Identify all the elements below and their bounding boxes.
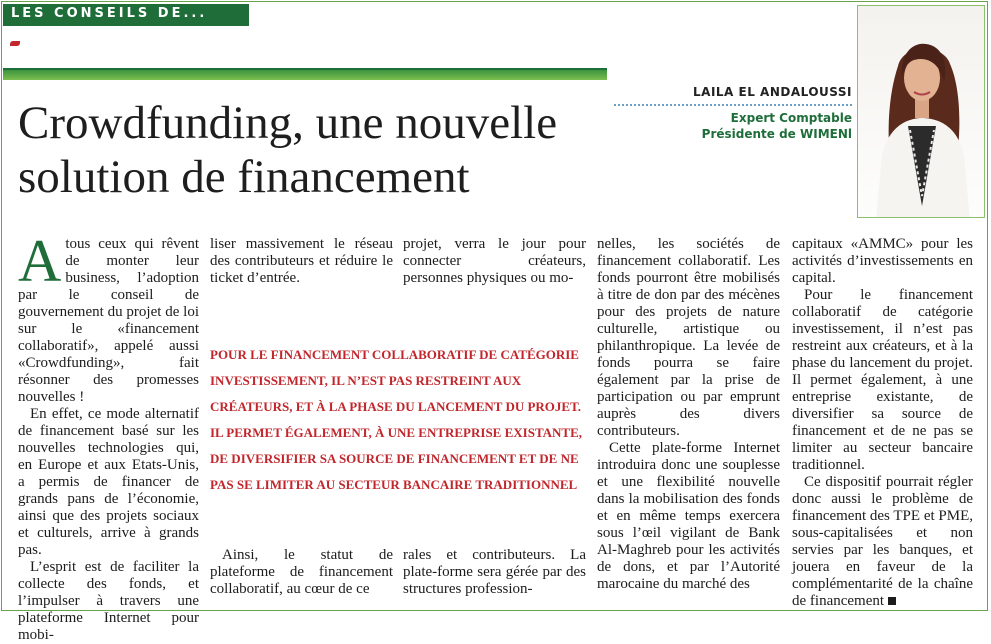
author-role-line-1: Expert Comptable bbox=[730, 111, 852, 125]
article-paragraph: capitaux «AMMC» pour les activités d’investissements en capital. bbox=[792, 236, 973, 286]
pull-quote-line: INVESTISSEMENT, IL N’EST PAS RESTREINT AUX bbox=[210, 373, 522, 388]
red-dash-icon bbox=[10, 41, 20, 46]
pull-quote-line: POUR LE FINANCEMENT COLLABORATIF DE CATÉGORIE bbox=[210, 347, 579, 362]
article-column-2-top bbox=[210, 236, 393, 287]
section-underline bbox=[3, 24, 249, 26]
paragraph-text: tous ceux qui rêvent de monter leur business, l’adoption par le conseil de gouvernement du projet de loi sur le «financement collaboratif», appelé aussi «Crowdfunding», fait résonner des promesses nouvelles ! bbox=[18, 236, 199, 405]
article-paragraph: Cette plate-forme Internet introduira donc une souplesse et une flexibilité nouvelle dans la mobilisation des fonds et en même temps exercera sous l’œil vigilant de Bank Al-Maghreb pour les activités de dons, et par l’Autorité marocaine du marché des bbox=[597, 440, 780, 592]
pull-quote-line: IL PERMET ÉGALEMENT, À UNE ENTREPRISE EXISTANTE, bbox=[210, 425, 583, 440]
drop-cap: A bbox=[18, 228, 62, 294]
article-paragraph: liser massivement le réseau des contributeurs et réduire le ticket d’entrée. bbox=[210, 236, 393, 286]
headline-line-1: Crowdfunding, une nouvelle bbox=[18, 97, 558, 149]
headline bbox=[18, 96, 618, 204]
article-paragraph: rales et contributeurs. La plate-forme sera gérée par des structures profession- bbox=[403, 547, 586, 597]
portrait-icon bbox=[858, 6, 985, 218]
pull-quote-line: CRÉATEURS, ET À LA PHASE DU LANCEMENT DU PROJET. bbox=[210, 399, 582, 414]
article-paragraph: L’esprit est de faciliter la collecte des fonds, et l’impulser à travers une plateforme Internet pour mobi- bbox=[18, 559, 199, 643]
article-paragraph: En effet, ce mode alternatif de financement basé sur les nouvelles technologies qui, en Europe et aux Etats-Unis, a permis de financer de grands pans de l’économie, ainsi que des projets sociaux et culturels, arrive à grands pas. bbox=[18, 406, 199, 558]
paragraph-text: Ce dispositif pourrait régler donc aussi le problème de financement des TPE et PME, sous-capitalisées et non servies par les banques, et jouera en faveur de la complémentarité de la chaîne de financement bbox=[792, 474, 973, 609]
end-mark-icon bbox=[888, 597, 896, 605]
author-name: LAILA EL ANDALOUSSI bbox=[693, 85, 852, 99]
article-column-3-bottom bbox=[403, 547, 586, 598]
article-paragraph bbox=[18, 228, 199, 406]
article-paragraph: Ainsi, le statut de plateforme de financement collaboratif, au cœur de ce bbox=[210, 547, 393, 597]
article-paragraph: nelles, les sociétés de financement collaboratif. Les fonds pourront être mobilisés à titre de don par des mécènes pour des projets de nature culturelle, artistique ou philanthropique. La levée de fonds pourra se faire également par la prise de participation ou par emprunt auprès des divers contributeurs. bbox=[597, 236, 780, 439]
article-column-2-bottom bbox=[210, 547, 393, 598]
article-column-1 bbox=[18, 228, 199, 644]
pull-quote-line: PAS SE LIMITER AU SECTEUR BANCAIRE TRADITIONNEL bbox=[210, 477, 578, 492]
section-label: LES CONSEILS DE... bbox=[3, 4, 249, 24]
dotted-divider bbox=[614, 104, 852, 106]
author-photo bbox=[857, 5, 985, 218]
pull-quote-line: DE DIVERSIFIER SA SOURCE DE FINANCEMENT ET DE NE bbox=[210, 451, 579, 466]
article-column-3-top bbox=[403, 236, 586, 287]
article-column-5 bbox=[792, 236, 973, 610]
headline-line-2: solution de financement bbox=[18, 151, 470, 203]
article-column-4 bbox=[597, 236, 780, 593]
author-role-line-2: Présidente de WIMENl bbox=[701, 127, 852, 141]
green-header-bar bbox=[3, 68, 607, 80]
article-paragraph: Pour le financement collaboratif de catégorie investissement, il n’est pas restreint aux créateurs, et à la phase du lancement du projet. Il permet également, à une entreprise existante, de diversifier sa source de financement et de ne pas se limiter au secteur bancaire traditionnel. bbox=[792, 287, 973, 473]
article-paragraph bbox=[792, 474, 973, 610]
article-paragraph: projet, verra le jour pour connecter créateurs, personnes physiques ou mo- bbox=[403, 236, 586, 286]
author-role bbox=[614, 110, 852, 142]
pull-quote bbox=[210, 342, 585, 498]
